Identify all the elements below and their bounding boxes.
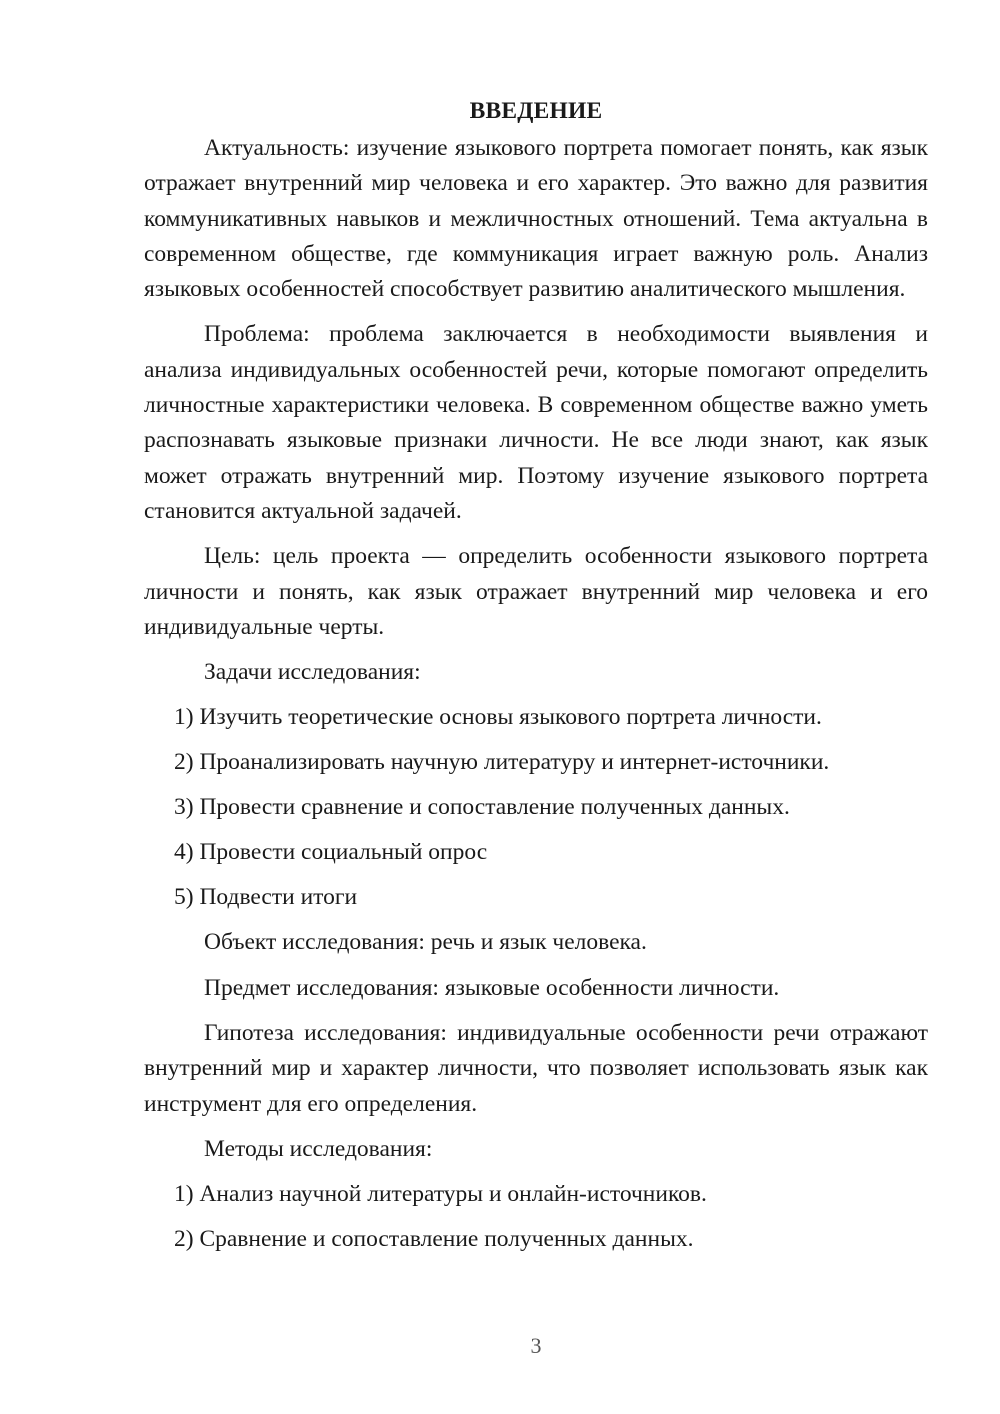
subject-paragraph: Предмет исследования: языковые особенности личности. xyxy=(204,974,780,1001)
list-item: 4) Провести социальный опрос xyxy=(174,839,488,866)
hypothesis-paragraph: Гипотеза исследования: индивидуальные особенности речи отражают внутренний мир и характер личности, что позволяет использовать язык как инструмент для его определения. xyxy=(144,1020,928,1117)
section-heading: ВВЕДЕНИЕ xyxy=(469,98,603,124)
list-item: 2) Сравнение и сопоставление полученных данных. xyxy=(174,1226,694,1253)
page-content xyxy=(144,95,928,1267)
problem-paragraph: Проблема: проблема заключается в необходимости выявления и анализа индивидуальных особенностей речи, которые помогают определить личностные характеристики человека. В современном обществе важно уметь распознавать языковые признаки личности. Не все люди знают, как язык может отражать внутренний мир. Поэтому изучение языкового портрета становится актуальной задачей. xyxy=(144,321,928,524)
tasks-list xyxy=(144,700,928,915)
list-item: 2) Проанализировать научную литературу и интернет-источники. xyxy=(174,749,830,776)
list-item: 1) Изучить теоретические основы языкового портрета личности. xyxy=(174,704,822,731)
tasks-title: Задачи исследования: xyxy=(204,659,421,686)
object-paragraph: Объект исследования: речь и язык человека. xyxy=(204,929,647,956)
goal-paragraph: Цель: цель проекта — определить особенности языкового портрета личности и понять, как язык отражает внутренний мир человека и его индивидуальные черты. xyxy=(144,543,928,640)
methods-list xyxy=(144,1177,928,1257)
list-item: 1) Анализ научной литературы и онлайн-источников. xyxy=(174,1181,707,1208)
methods-title: Методы исследования: xyxy=(204,1135,433,1162)
page-number: 3 xyxy=(530,1333,542,1358)
relevance-paragraph: Актуальность: изучение языкового портрета помогает понять, как язык отражает внутренний мир человека и его характер. Это важно для развития коммуникативных навыков и межличностных отношений. Тема актуальна в современном обществе, где коммуникация играет важную роль. Анализ языковых особенностей способствует развитию аналитического мышления. xyxy=(144,135,928,303)
list-item: 3) Провести сравнение и сопоставление полученных данных. xyxy=(174,794,790,821)
list-item: 5) Подвести итоги xyxy=(174,884,358,911)
